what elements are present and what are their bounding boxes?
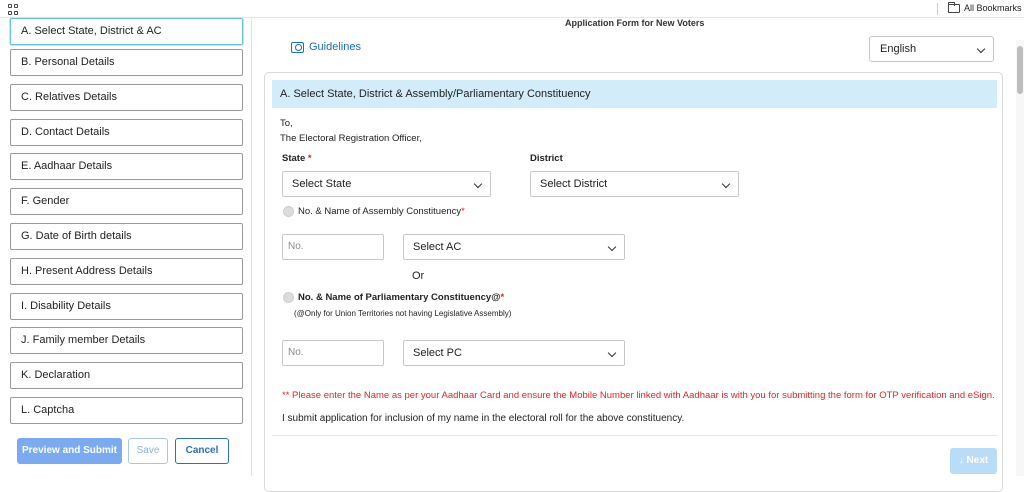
ac-radio-label: No. & Name of Assembly Constituency* [298, 206, 465, 217]
declaration-text: I submit application for inclusion of my name in the electoral roll for the above constituency. [282, 413, 685, 424]
form-card [264, 72, 1003, 492]
step-contact-details[interactable]: D. Contact Details [10, 119, 243, 146]
chevron-down-icon [722, 180, 730, 188]
officer-line: The Electoral Registration Officer, [280, 133, 422, 144]
step-aadhaar-details[interactable]: E. Aadhaar Details [10, 153, 243, 180]
apps-grid-icon[interactable] [8, 4, 19, 15]
pc-select[interactable]: Select PC [403, 340, 625, 366]
step-family-member-details[interactable]: J. Family member Details [10, 327, 243, 354]
step-relatives-details[interactable]: C. Relatives Details [10, 84, 243, 111]
all-bookmarks-link[interactable]: All Bookmarks [964, 3, 1022, 13]
guidelines-label: Guidelines [309, 41, 361, 53]
ac-number-input[interactable]: No. [282, 234, 384, 260]
to-line: To, [280, 118, 293, 129]
step-present-address[interactable]: H. Present Address Details [10, 258, 243, 285]
aadhaar-note: ** Please enter the Name as per your Aadhaar Card and ensure the Mobile Number linked with Aadhaar is with you for submitting the form for OTP verification and eSign. [282, 390, 995, 401]
step-personal-details[interactable]: B. Personal Details [10, 49, 243, 76]
state-select[interactable]: Select State [282, 171, 491, 197]
save-button[interactable]: Save [128, 438, 168, 464]
guidelines-eye-icon [291, 42, 304, 53]
pc-note: (@Only for Union Territories not having Legislative Assembly) [294, 309, 512, 318]
step-select-state[interactable]: A. Select State, District & AC [10, 18, 243, 45]
step-disability-details[interactable]: I. Disability Details [10, 293, 243, 320]
district-select[interactable]: Select District [530, 171, 739, 197]
chevron-down-icon [608, 349, 616, 357]
main-content [253, 18, 1024, 476]
bookmarks-separator [937, 3, 938, 15]
language-select[interactable] [869, 36, 994, 62]
or-text: Or [412, 270, 425, 282]
step-gender[interactable]: F. Gender [10, 188, 243, 215]
pc-radio-label: No. & Name of Parliamentary Constituency@* [298, 292, 505, 303]
step-captcha[interactable]: L. Captcha [10, 397, 243, 424]
folder-icon[interactable] [948, 4, 960, 13]
guidelines-link[interactable] [291, 41, 361, 53]
scrollbar-thumb[interactable] [1017, 46, 1023, 94]
pc-radio[interactable] [283, 292, 294, 303]
district-label: District [530, 153, 563, 164]
form-divider [272, 435, 997, 436]
ac-select[interactable]: Select AC [403, 234, 625, 260]
ac-radio[interactable] [283, 206, 294, 217]
bookmarks-bar [0, 0, 1024, 18]
scrollbar[interactable] [1016, 40, 1024, 476]
chevron-down-icon [977, 45, 985, 53]
steps-sidebar [0, 18, 252, 476]
required-mark: * [307, 153, 312, 164]
step-date-of-birth[interactable]: G. Date of Birth details [10, 223, 243, 250]
step-declaration[interactable]: K. Declaration [10, 362, 243, 389]
pc-number-input[interactable]: No. [282, 340, 384, 366]
section-title: A. Select State, District & Assembly/Parliamentary Constituency [272, 80, 997, 108]
next-button[interactable]: ↓ Next [950, 448, 997, 474]
language-value: English [880, 43, 917, 55]
cancel-button[interactable]: Cancel [175, 438, 229, 464]
form-title: Application Form for New Voters [565, 18, 705, 28]
state-label: State * [282, 153, 312, 164]
chevron-down-icon [474, 180, 482, 188]
preview-and-submit-button[interactable]: Preview and Submit [17, 438, 122, 464]
chevron-down-icon [608, 243, 616, 251]
